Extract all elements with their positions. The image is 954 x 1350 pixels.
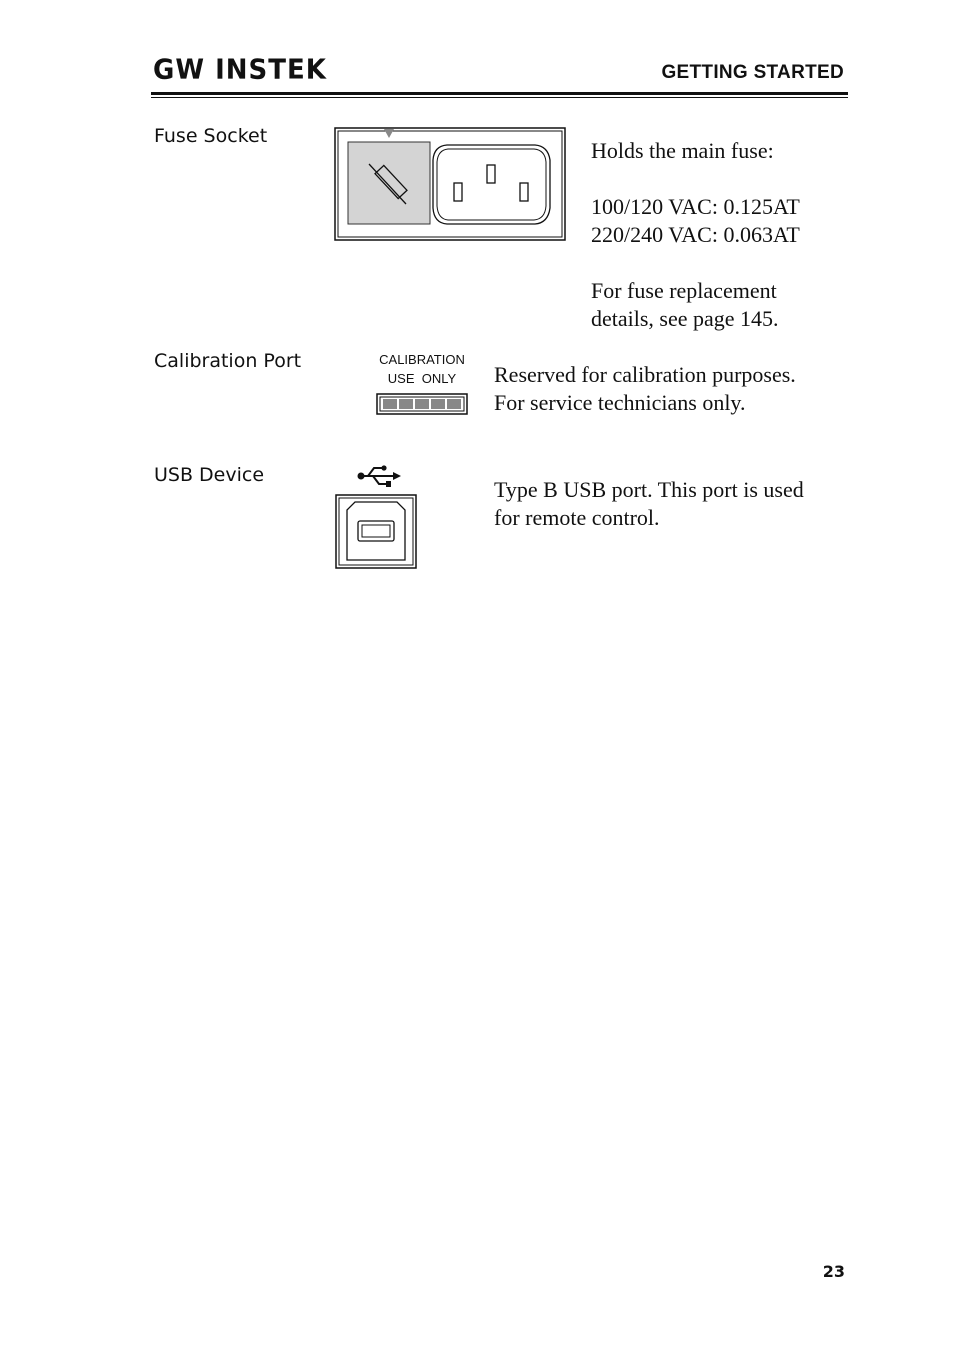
calibration-desc-line: Reserved for calibration purposes. [494, 362, 796, 387]
fuse-holder [348, 142, 430, 224]
fuse-desc-line: 100/120 VAC: 0.125AT [591, 194, 800, 219]
section-title: GETTING STARTED [661, 62, 844, 83]
power-inlet-icon [433, 145, 550, 224]
fuse-socket-description [591, 137, 800, 333]
calibration-caption-line2: USE ONLY [387, 371, 457, 386]
fuse-desc-line: 220/240 VAC: 0.063AT [591, 222, 800, 247]
page-number: 23 [822, 1262, 845, 1281]
calibration-caption [367, 350, 477, 388]
fuse-socket-diagram [334, 126, 568, 242]
calibration-desc-line: For service technicians only. [494, 390, 746, 415]
usb-desc-line: Type B USB port. This port is used [494, 477, 804, 502]
brand-logo: GW INSTEK [153, 54, 327, 86]
fuse-socket-label: Fuse Socket [154, 125, 268, 147]
header-rule-thin [151, 97, 848, 98]
usb-symbol-icon [355, 464, 403, 488]
usb-b-port-icon [335, 494, 419, 570]
fuse-desc-line: Holds the main fuse: [591, 138, 774, 163]
calibration-port-label: Calibration Port [154, 350, 302, 372]
header-rule-thick [151, 92, 848, 95]
calibration-port-icon [376, 393, 468, 415]
usb-device-label: USB Device [154, 464, 265, 486]
triangle-marker-icon [384, 129, 394, 138]
fuse-desc-line: details, see page 145. [591, 306, 779, 331]
usb-desc-line: for remote control. [494, 505, 660, 530]
usb-device-description [494, 476, 804, 532]
calibration-port-description [494, 361, 796, 417]
calibration-caption-line1: CALIBRATION [379, 352, 465, 367]
fuse-desc-line: For fuse replacement [591, 278, 777, 303]
